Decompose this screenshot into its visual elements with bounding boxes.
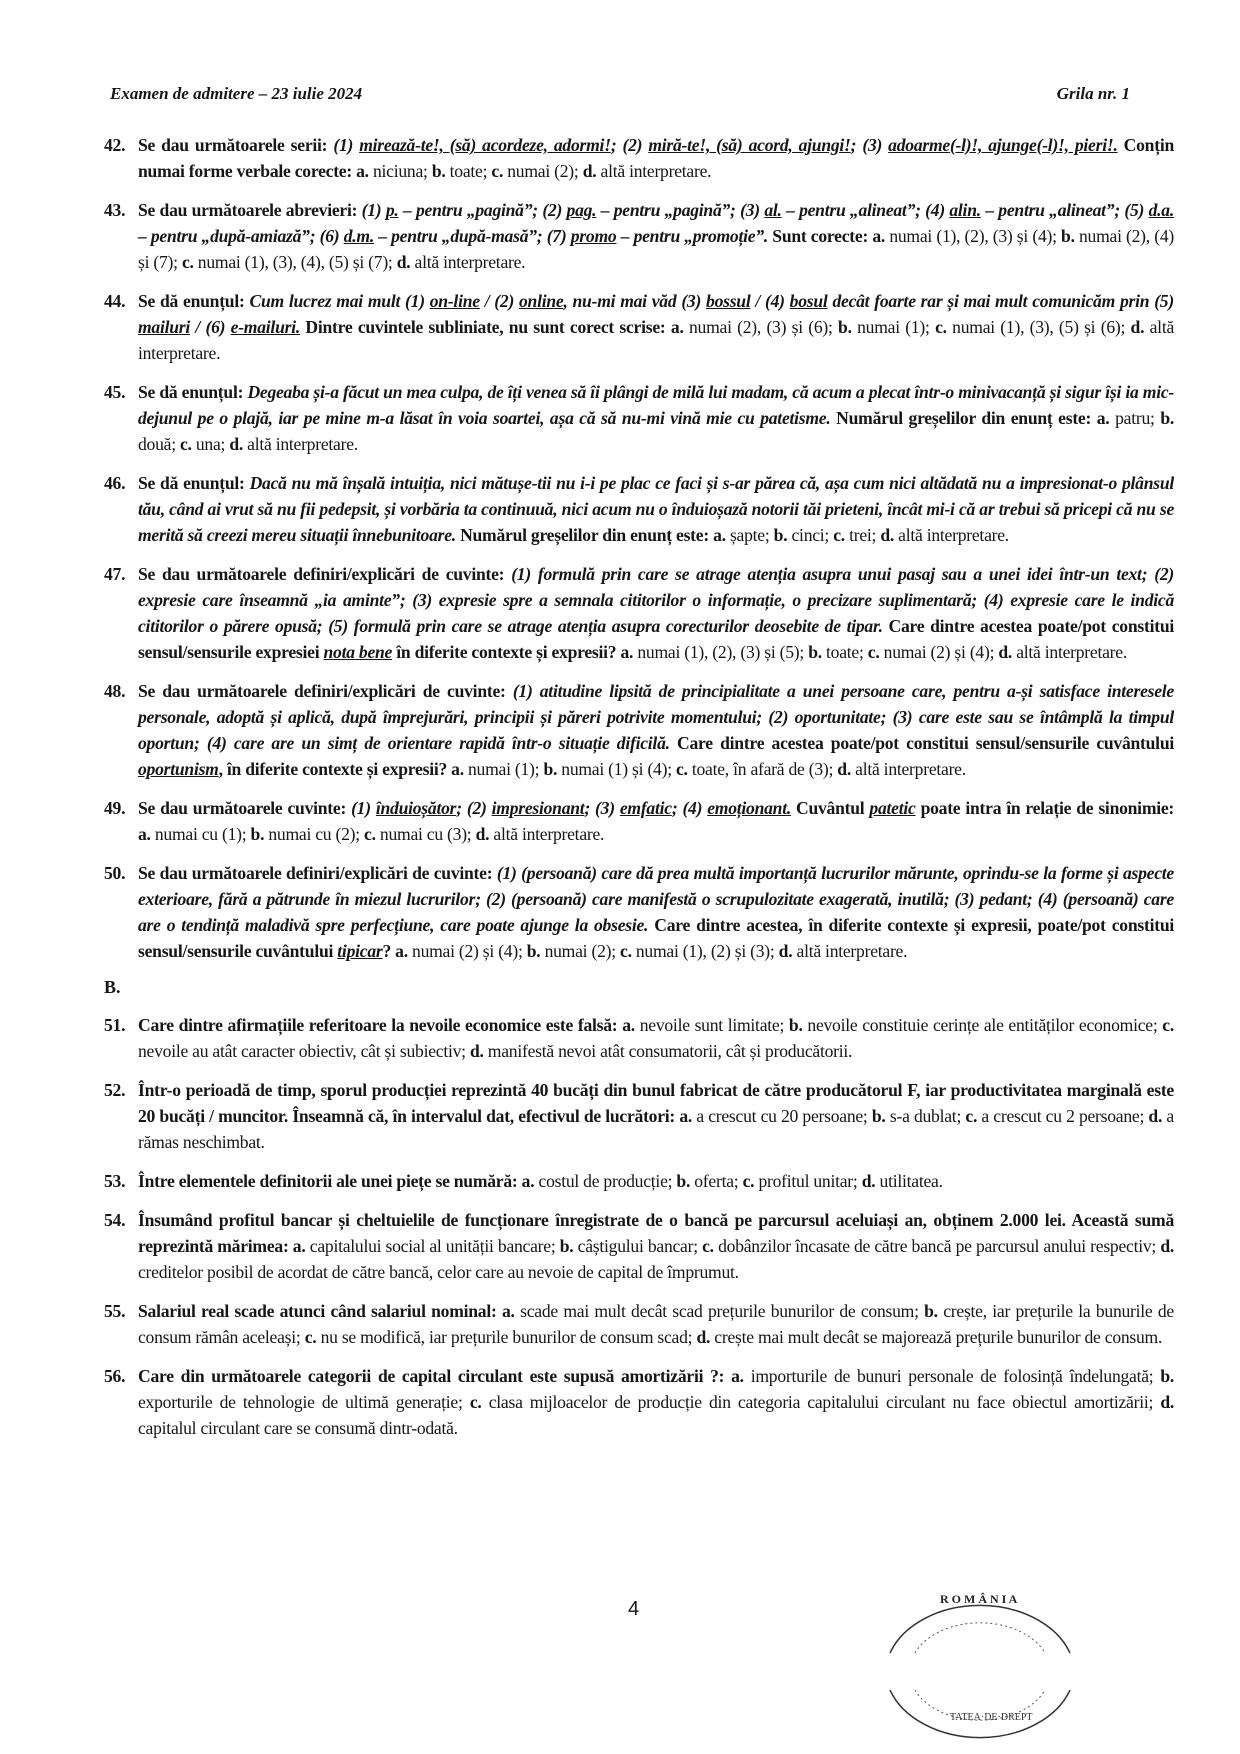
question-text-segment: c. — [867, 642, 880, 662]
question-text-segment: Se dă enunțul: — [138, 291, 250, 311]
underlined-term: pag. — [566, 200, 597, 220]
question-text-segment: manifestă nevoi atât consumatorii, cât și producătorii. — [483, 1041, 853, 1061]
question-text-segment: nevoile sunt limitate; — [634, 1015, 789, 1035]
question-text-segment: poate intra în relație de sinonimie: a. — [138, 798, 1175, 844]
question-text-segment: d. — [582, 161, 597, 181]
question-number: 45. — [104, 382, 126, 402]
question-text-segment: ; (2) — [610, 135, 649, 155]
underlined-term: înduioșător — [375, 798, 457, 818]
question-text-segment: d. — [696, 1327, 711, 1347]
question-item — [104, 470, 1174, 548]
university-stamp-top — [880, 1575, 1080, 1655]
question-text-segment: / (4) — [750, 291, 790, 311]
question-text-segment: d. — [1160, 1392, 1174, 1412]
question-text — [138, 1207, 1174, 1285]
section-b-heading: B. — [104, 977, 121, 997]
question-text-segment: c. — [676, 759, 688, 779]
question-text-segment: costul de producție; — [534, 1171, 677, 1191]
question-text-segment: altă interpretare. — [1012, 642, 1127, 662]
question-text-segment: capitalul circulant care se consumă dintr-odată. — [138, 1418, 458, 1438]
question-text — [138, 1298, 1174, 1350]
question-text-segment: ; (4) — [671, 798, 708, 818]
question-text-segment: crește, iar prețurile la bunurile de consum rămân aceleași; — [138, 1301, 1174, 1347]
question-text-segment: c. — [1162, 1015, 1175, 1035]
underlined-term: nota bene — [323, 642, 393, 662]
question-text-segment: d. — [396, 252, 411, 272]
question-text-segment: altă interpretare. — [243, 434, 358, 454]
question-text-segment: scade mai mult decât scad prețurile bunurilor de consum; — [514, 1301, 925, 1321]
question-text-segment: toate; — [445, 161, 492, 181]
question-text-segment: – pentru „după-masă”; (7) — [373, 226, 571, 246]
question-item — [104, 860, 1174, 964]
question-text-segment: numai (2); — [540, 941, 621, 961]
question-text-segment: patru; — [1109, 408, 1161, 428]
question-item — [104, 288, 1174, 366]
underlined-term: emoționant. — [707, 798, 791, 818]
page-number: 4 — [628, 1598, 640, 1620]
question-text-segment: numai (1) și (4); — [557, 759, 676, 779]
question-number: 55. — [104, 1301, 126, 1321]
question-text-segment: nevoile constituie cerințe ale entităților economice; — [802, 1015, 1163, 1035]
underlined-term: promo — [570, 226, 617, 246]
underlined-term: patetic — [869, 798, 916, 818]
question-text-segment: (1) atitudine lipsită de principialitate a unei persoane care, pentru a-și satisface interesele personale, adoptă și aplică, după împrejurări, principii și păreri potrivite momentului; (2) oportunitate; (3) care este sau se întâmplă la timpul oportun; (4) care are un simț de orientare rapidă într-o situație dificilă. — [138, 681, 1174, 753]
question-text-segment: Se dau următoarele definiri/explicări de cuvinte: — [138, 863, 497, 883]
question-text-segment: – pentru „promoție”. — [616, 226, 769, 246]
question-item — [104, 1298, 1174, 1350]
question-text-segment: în diferite contexte și expresii? a. — [392, 642, 634, 662]
question-text-segment: c. — [304, 1327, 317, 1347]
underlined-term: alin. — [949, 200, 981, 220]
question-text-segment: numai cu (3); — [375, 824, 476, 844]
question-number: 54. — [104, 1210, 126, 1230]
question-text-segment: (1) formulă prin care se atrage atenția asupra unui pasaj sau a unei idei într-un text; (2) expresie care înseamnă „ia aminte”; (3) expresie spre a semnala cititorilor o informație, o precizare suplimentară; (4) expresie care le indică cititorilor o părere opusă; (5) formulă prin care se atrage atenția asupra corecturilor deosebite de tipar. — [138, 564, 1174, 636]
question-text-segment: b. — [871, 1106, 886, 1126]
question-text-segment: oferta; — [690, 1171, 743, 1191]
question-text-segment: c. — [180, 434, 192, 454]
question-text-segment: profitul unitar; — [754, 1171, 862, 1191]
question-text-segment: (1) — [351, 798, 376, 818]
question-text-segment: numai (1); — [851, 317, 936, 337]
question-text-segment: numai (1), (3), (5) și (6); — [946, 317, 1131, 337]
underlined-term: adoarme(-l)!, ajunge(-l)!, pieri!. — [888, 135, 1118, 155]
question-text-segment: câștigului bancar; — [573, 1236, 703, 1256]
question-text-segment: b. — [788, 1015, 803, 1035]
question-text-segment: altă interpretare. — [410, 252, 526, 272]
question-item — [104, 1168, 1174, 1194]
question-number: 46. — [104, 473, 126, 493]
question-text-segment: numai (1), (2) și (3); — [631, 941, 779, 961]
question-item — [104, 561, 1174, 665]
question-text-segment: numai cu (1); — [150, 824, 251, 844]
question-text-segment: b. — [1160, 1366, 1174, 1386]
question-text-segment: Numărul greșelilor din enunț este: a. — [830, 408, 1110, 428]
question-text-segment: Se dau următoarele definiri/explicări de cuvinte: — [138, 681, 513, 701]
question-text-segment: d. — [1130, 317, 1145, 337]
underlined-term: bosul — [789, 291, 828, 311]
question-text-segment: capitalului social al unității bancare; — [305, 1236, 560, 1256]
question-text-segment: Conțin numai forme verbale corecte: a. — [138, 135, 1174, 181]
question-number: 49. — [104, 798, 126, 818]
question-text-segment: toate; — [821, 642, 868, 662]
question-text-segment: Care dintre afirmațiile referitoare la nevoile economice este falsă: a. — [138, 1015, 635, 1035]
question-text-segment: (1) — [361, 200, 386, 220]
question-text-segment: d. — [861, 1171, 876, 1191]
question-text-segment: Într-o perioadă de timp, sporul producției reprezintă 40 bucăți din bunul fabricat de către producătorul F, iar productivitatea marginală este 20 bucăți / muncitor. Înseamnă că, în intervalul dat, efectivul de lucrători: a. — [138, 1080, 1174, 1126]
question-text-segment: crește mai mult decât se majorează prețurile bunurilor de consum. — [710, 1327, 1163, 1347]
question-text-segment: creditelor posibil de acordat de către bancă, celor care au nevoie de capital de împrumut. — [138, 1262, 739, 1282]
grid-number: Grila nr. 1 — [1056, 84, 1130, 103]
question-text — [138, 197, 1174, 275]
question-text-segment: d. — [1160, 1236, 1174, 1256]
question-text — [138, 1168, 1174, 1194]
question-text-segment: b. — [1061, 226, 1075, 246]
question-text-segment: d. — [837, 759, 851, 779]
question-text-segment: b. — [431, 161, 446, 181]
question-text-segment: altă interpretare. — [489, 824, 605, 844]
question-text-segment: nu se modifică, iar prețurile bunurilor de consum scad; — [316, 1327, 697, 1347]
question-text-segment: b. — [676, 1171, 691, 1191]
question-text-segment: una; — [191, 434, 230, 454]
question-item — [104, 795, 1174, 847]
question-text-segment: d. — [469, 1041, 484, 1061]
question-text-segment: – pentru „pagină”; (3) — [596, 200, 765, 220]
question-text-segment: d. — [229, 434, 243, 454]
question-number: 44. — [104, 291, 126, 311]
question-text — [138, 860, 1174, 964]
underlined-term: d.m. — [343, 226, 374, 246]
underlined-term: emfatic — [619, 798, 672, 818]
question-text-segment: ; (3) — [850, 135, 889, 155]
question-item — [104, 197, 1174, 275]
question-number: 47. — [104, 564, 126, 584]
question-item — [104, 1363, 1174, 1441]
question-text-segment: d. — [475, 824, 490, 844]
question-text-segment: ; (2) — [456, 798, 492, 818]
question-text-segment: Se dau următoarele abrevieri: — [138, 200, 362, 220]
page-header — [110, 84, 1130, 104]
underlined-term: d.a. — [1148, 200, 1174, 220]
question-text-segment: numai (2) și (4); — [879, 642, 999, 662]
underlined-term: tipicar — [337, 941, 383, 961]
question-text-segment: / (6) — [190, 317, 231, 337]
question-text-segment: numai (2); — [503, 161, 583, 181]
question-text-segment: Între elementele definitorii ale unei piețe se numără: a. — [138, 1171, 535, 1191]
question-text-segment: numai (2), (4) și (7); — [138, 226, 1174, 272]
question-text-segment: c. — [364, 824, 376, 844]
question-text-segment: b. — [543, 759, 558, 779]
question-text-segment: c. — [469, 1392, 482, 1412]
question-text-segment: , în diferite contexte și expresii? a. — [218, 759, 464, 779]
question-number: 50. — [104, 863, 126, 883]
question-text-segment: două; — [138, 434, 180, 454]
question-text-segment: d. — [880, 525, 895, 545]
question-text-segment: Dintre cuvintele subliniate, nu sunt corect scrise: a. — [300, 317, 684, 337]
question-text-segment: c. — [181, 252, 194, 272]
question-text-segment: Salariul real scade atunci când salariul nominal: a. — [138, 1301, 515, 1321]
question-text-segment: nevoile au atât caracter obiectiv, cât și subiectiv; — [138, 1041, 470, 1061]
underlined-term: on-line — [429, 291, 480, 311]
underlined-term: p. — [385, 200, 399, 220]
question-text-segment: Care din următoarele categorii de capital circulant este supusă amortizării ?: a. — [138, 1366, 744, 1386]
question-text — [138, 795, 1174, 847]
question-text-segment: c. — [620, 941, 632, 961]
underlined-term: oportunism — [138, 759, 219, 779]
questions-content — [104, 132, 1174, 1454]
question-text-segment: c. — [965, 1106, 978, 1126]
question-text — [138, 379, 1174, 457]
question-text-segment: altă interpretare. — [894, 525, 1009, 545]
question-text — [138, 678, 1174, 782]
question-text-segment: Se dă enunțul: — [138, 382, 248, 402]
question-list-a — [104, 132, 1174, 964]
question-text-segment: numai (1); — [463, 759, 544, 779]
question-text-segment: a. — [395, 941, 408, 961]
question-text-segment: b. — [250, 824, 265, 844]
question-text-segment: – pentru „alineat”; (4) — [781, 200, 950, 220]
underlined-term: e-mailuri. — [230, 317, 300, 337]
question-item — [104, 1077, 1174, 1155]
faculty-stamp — [880, 1690, 1080, 1754]
question-list-b — [104, 1012, 1174, 1441]
question-text-segment: a rămas neschimbat. — [138, 1106, 1174, 1152]
question-text-segment: (1) — [333, 135, 360, 155]
question-item — [104, 132, 1174, 184]
question-text-segment: b. — [838, 317, 852, 337]
question-item — [104, 678, 1174, 782]
underlined-term: mirează-te!, (să) acordeze, adormi! — [359, 135, 611, 155]
question-text-segment: Care dintre acestea poate/pot constitui sensul/sensurile cuvântului — [669, 733, 1174, 753]
question-text-segment: Care dintre acestea, în diferite contexte și expresii, poate/pot constitui sensul/sensurile cuvântului — [138, 915, 1174, 961]
question-text-segment: toate, în afară de (3); — [687, 759, 838, 779]
question-text — [138, 1077, 1174, 1155]
question-number: 48. — [104, 681, 126, 701]
question-text-segment: Degeaba și-a făcut un mea culpa, de îți venea să îi plângi de milă lui madam, că acum a plecat într-o minivacanță și sigur își ia mic-dejunul pe o plajă, iar pe mine m-a lăsat în voia soartei, așa că să nu-mi vină mie cu patetisme. — [138, 382, 1174, 428]
question-text-segment: b. — [1160, 408, 1175, 428]
svg-text:R O M Â N I A: R O M Â N I A — [940, 1592, 1018, 1606]
question-text-segment: – pentru „după-amiază”; (6) — [138, 226, 344, 246]
question-text-segment: clasa mijloacelor de producție din categoria capitalului circulant nu face obiectul amortizării; — [481, 1392, 1161, 1412]
question-number: 52. — [104, 1080, 126, 1100]
svg-text:TATEA·DE·DREPT: TATEA·DE·DREPT — [950, 1712, 1033, 1723]
question-text-segment: Numărul greșelilor din enunț este: a. — [455, 525, 726, 545]
question-text-segment: decât foarte rar și mai mult comunicăm prin (5) — [827, 291, 1174, 311]
question-item — [104, 1012, 1174, 1064]
question-text-segment: altă interpretare. — [138, 317, 1175, 363]
question-text-segment: c. — [935, 317, 947, 337]
question-text-segment: trei; — [844, 525, 881, 545]
question-text — [138, 132, 1174, 184]
question-text-segment: b. — [526, 941, 541, 961]
question-text-segment: numai (2) și (4); — [407, 941, 527, 961]
question-text-segment: c. — [702, 1236, 714, 1256]
question-text-segment: Se dau următoarele definiri/explicări de cuvinte: — [138, 564, 512, 584]
question-item — [104, 379, 1174, 457]
question-text-segment: Se dă enunțul: — [138, 473, 250, 493]
question-number: 56. — [104, 1366, 126, 1386]
question-text-segment: exporturile de tehnologie de ultimă generație; — [138, 1392, 470, 1412]
question-text-segment: , nu-mi mai văd (3) — [563, 291, 707, 311]
question-text-segment: șapte; — [725, 525, 774, 545]
question-text — [138, 1012, 1174, 1064]
question-text — [138, 288, 1174, 366]
question-text-segment: c. — [833, 525, 845, 545]
question-text-segment: (1) (persoană) care dă prea multă importanță lucrurilor mărunte, oprindu-se la forme și aspecte exterioare, fără a pătrunde în miezul lucrurilor; (2) (persoană) care manifestă o scrupulozitate exagerată, inutilă; (3) pedant; (4) (persoană) care are o tendință maladivă spre perfecțiune, care poate ajunge la obsesie. — [138, 863, 1174, 935]
question-number: 43. — [104, 200, 126, 220]
question-text-segment: Se dau următoarele cuvinte: — [138, 798, 352, 818]
underlined-term: impresionant — [491, 798, 585, 818]
question-text-segment: Care dintre acestea poate/pot constitui sensul/sensurile expresiei — [138, 616, 1175, 662]
question-text-segment: altă interpretare. — [596, 161, 712, 181]
question-text-segment: a crescut cu 2 persoane; — [977, 1106, 1149, 1126]
question-text — [138, 1363, 1174, 1441]
question-text-segment: c. — [742, 1171, 755, 1191]
question-text-segment: s-a dublat; — [885, 1106, 966, 1126]
question-text-segment: numai (1), (3), (4), (5) și (7); — [193, 252, 397, 272]
question-text-segment: / (2) — [479, 291, 519, 311]
question-text-segment: c. — [491, 161, 504, 181]
question-text — [138, 561, 1174, 665]
question-text-segment: d. — [1148, 1106, 1163, 1126]
question-text-segment: – pentru „pagină”; (2) — [398, 200, 567, 220]
question-text-segment: numai (1), (2), (3) și (4); — [885, 226, 1062, 246]
question-text-segment: Cuvântul — [791, 798, 870, 818]
question-text-segment: – pentru „alineat”; (5) — [980, 200, 1149, 220]
question-text-segment: dobânzilor încasate de către bancă pe parcursul anului respectiv; — [713, 1236, 1161, 1256]
question-text-segment: a crescut cu 20 persoane; — [692, 1106, 872, 1126]
question-text-segment: Însumând profitul bancar și cheltuielile de funcționare înregistrate de o bancă pe parcursul aceluiași an, obținem 2.000 lei. Această sumă reprezintă mărimea: a. — [138, 1210, 1174, 1256]
question-text — [138, 470, 1174, 548]
question-text-segment: utilitatea. — [875, 1171, 943, 1191]
question-text-segment: d. — [778, 941, 793, 961]
question-text-segment: b. — [773, 525, 788, 545]
question-text-segment: Cum lucrez mai mult (1) — [249, 291, 430, 311]
underlined-term: al. — [764, 200, 782, 220]
question-text-segment: ; (3) — [584, 798, 620, 818]
exam-title: Examen de admitere – 23 iulie 2024 — [110, 84, 363, 103]
question-number: 51. — [104, 1015, 126, 1035]
question-text-segment: numai cu (2); — [264, 824, 365, 844]
question-text-segment: b. — [559, 1236, 574, 1256]
underlined-term: mailuri — [138, 317, 191, 337]
underlined-term: miră-te!, (să) acord, ajungi! — [648, 135, 851, 155]
question-text-segment: importurile de bunuri personale de folosință îndelungată; — [743, 1366, 1161, 1386]
underlined-term: bossul — [706, 291, 751, 311]
question-text-segment: Dacă nu mă înșală intuiția, nici mătușe-tii nu i-i pe plac ce faci și s-ar părea că, așa cum nici altădată nu a impresionat-o plânsul tău, când ai vrut să nu fii pedepsit, și vorbăria ta continuuă, nici acum nu o înduioșază notorii tăi prieteni, încât mi-i că ar trebui să pricepi că nu se merită să creezi mereu situații înnebunitoare. — [138, 473, 1174, 545]
question-text-segment: Sunt corecte: a. — [768, 226, 886, 246]
question-number: 53. — [104, 1171, 126, 1191]
question-text-segment: numai (1), (2), (3) și (5); — [633, 642, 809, 662]
underlined-term: online — [518, 291, 564, 311]
question-text-segment: numai (2), (3) și (6); — [683, 317, 839, 337]
question-text-segment: d. — [998, 642, 1013, 662]
question-text-segment: niciuna; — [368, 161, 432, 181]
question-text-segment: cinci; — [787, 525, 834, 545]
question-text-segment: altă interpretare. — [850, 759, 966, 779]
question-item — [104, 1207, 1174, 1285]
question-text-segment: altă interpretare. — [792, 941, 908, 961]
question-number: 42. — [104, 135, 126, 155]
question-text-segment: b. — [924, 1301, 938, 1321]
question-text-segment: ? — [382, 941, 396, 961]
question-text-segment: b. — [808, 642, 822, 662]
question-text-segment: Se dau următoarele serii: — [138, 135, 334, 155]
